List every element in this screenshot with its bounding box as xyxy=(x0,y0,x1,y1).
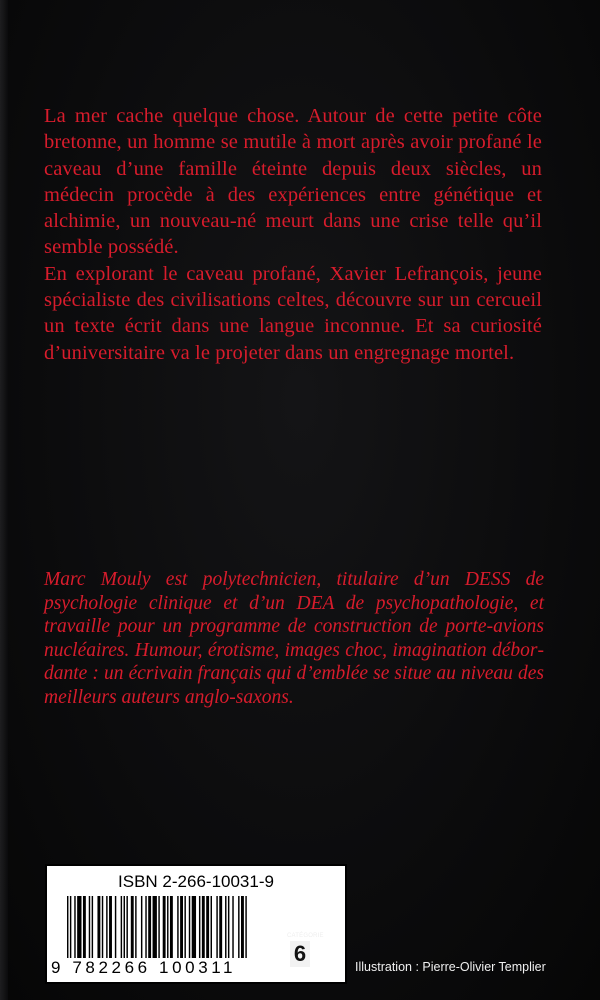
barcode-bar xyxy=(245,896,246,958)
barcode-bar xyxy=(126,896,127,958)
barcode-bar xyxy=(228,896,229,958)
barcode-bar xyxy=(177,896,178,958)
category-label: CATÉGORIE xyxy=(287,933,324,939)
barcode-bar xyxy=(192,896,196,958)
barcode-bar xyxy=(83,896,86,958)
category-badge xyxy=(287,933,324,977)
barcode-bar xyxy=(184,896,185,958)
barcode-bar xyxy=(70,896,71,958)
barcode-bar xyxy=(202,896,205,958)
barcode-bar xyxy=(131,896,134,958)
barcode-bar xyxy=(97,896,100,958)
barcode-bar xyxy=(167,896,168,958)
barcode-bar xyxy=(180,896,183,958)
synopsis-paragraph-2: En explorant le caveau profané, Xavier Lefrançois, jeune spécialiste des civilisations celtes, découvre sur un cercueil un texte écrit dans une langue inconnue. Et sa curiosité d’universitaire va le projeter dans un engregnage mortel. xyxy=(44,262,542,364)
barcode-bar xyxy=(241,896,244,958)
barcode-bar xyxy=(77,896,81,958)
barcode-bar xyxy=(238,896,239,958)
barcode-bar xyxy=(121,896,122,958)
synopsis xyxy=(44,103,542,366)
barcode-bar xyxy=(219,896,222,958)
barcode-bar xyxy=(109,896,112,958)
barcode-bar xyxy=(199,896,200,958)
barcode-bar xyxy=(89,896,90,958)
barcode-bar xyxy=(206,896,209,958)
barcode-bar xyxy=(158,896,159,958)
barcode-bar xyxy=(67,896,68,958)
barcode-bar xyxy=(141,896,142,958)
barcode-bar xyxy=(225,896,226,958)
barcode-bar xyxy=(163,896,166,958)
synopsis-paragraph-1: La mer cache quelque chose. Autour de cette petite côte bretonne, un homme se mutile à mort après avoir profané le caveau d’une famille éteinte depuis deux siècles, un médecin procède à des expériences entre génétique et alchimie, un nouveau-né meurt dans une crise telle qu’il semble possédé. xyxy=(44,105,542,259)
illustration-credit: Illustration : Pierre-Olivier Templier xyxy=(355,960,546,974)
barcode-bar xyxy=(189,896,190,958)
barcode-bar xyxy=(106,896,107,958)
barcode-bar xyxy=(216,896,217,958)
cover-spine-edge xyxy=(0,0,8,1000)
barcode-bar xyxy=(232,896,233,958)
barcode-bar xyxy=(170,896,173,958)
barcode-bar xyxy=(124,896,125,958)
barcode-bar xyxy=(211,896,212,958)
barcode-bar xyxy=(148,896,151,958)
barcode-digits: 9 782266 100311 xyxy=(51,958,237,977)
barcode-bar xyxy=(153,896,157,958)
barcode-bar xyxy=(102,896,103,958)
isbn-label: ISBN 2-266-10031-9 xyxy=(118,872,274,891)
author-bio: Marc Mouly est polytechnicien, titulaire d’un DESS de psychologie clinique et d’un DEA de psychopathologie, et travaille pour un programme de construction de porte-avions nucléaires. Humour, érotisme, images choc, imagination débordante : un écrivain français qui d’emblée se situe au niveau des meilleurs auteurs anglo-saxons. xyxy=(44,569,544,708)
barcode-bar xyxy=(145,896,146,958)
barcode-bar xyxy=(135,896,136,958)
barcode-bar xyxy=(74,896,75,958)
category-number: 6 xyxy=(290,941,310,967)
barcode-bar xyxy=(115,896,116,958)
barcode-bar xyxy=(92,896,93,958)
